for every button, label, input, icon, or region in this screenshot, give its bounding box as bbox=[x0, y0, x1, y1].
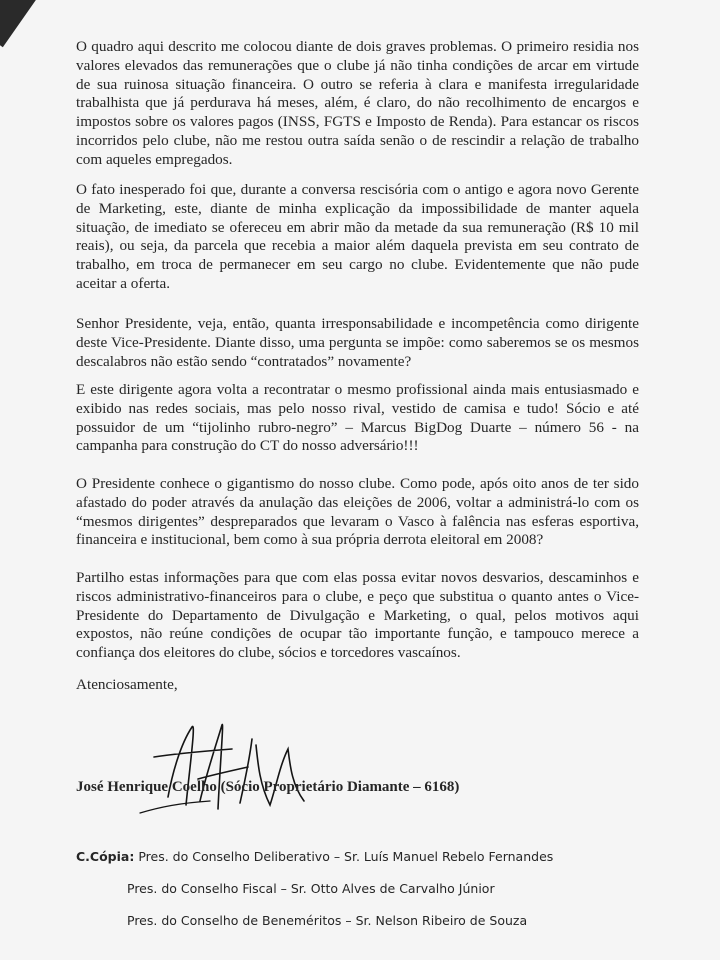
page-corner-shadow bbox=[0, 0, 37, 47]
carbon-copy-line-3 bbox=[127, 913, 527, 928]
paragraph-request: Partilho estas informações para que com elas possa evitar novos desvarios, descaminhos e riscos administrativo-financeiros para o clube, e peço que substitua o quanto antes o Vice-Presidente do Departamento de Divulgação e Marketing, o qual, pelos motivos aqui expostos, não reúne condições de ocupar tão importante função, e tampouco merece a confiança dos eleitores do clube, sócios e torcedores vascaínos. bbox=[76, 569, 639, 662]
paragraph-irresponsibility: Senhor Presidente, veja, então, quanta irresponsabilidade e incompetência como dirigente deste Vice-Presidente. Diante disso, uma pergunta se impõe: como saberemos se os mesmos descalabros não estão sendo “contratados” novamente? bbox=[76, 315, 639, 370]
signer-name: José Henrique Coelho (Sócio Proprietário Diamante – 6168) bbox=[76, 779, 460, 795]
carbon-copy-recipient: Pres. do Conselho Fiscal – Sr. Otto Alves de Carvalho Júnior bbox=[127, 881, 495, 896]
carbon-copy-recipient: Pres. do Conselho Deliberativo – Sr. Luís Manuel Rebelo Fernandes bbox=[138, 849, 554, 864]
paragraph-problems: O quadro aqui descrito me colocou diante de dois graves problemas. O primeiro residia nos valores elevados das remunerações que o clube já não tinha condições de arcar em virtude de sua ruinosa situação financeira. O outro se referia à clara e manifesta irregularidade trabalhista que já perdurava há meses, além, é claro, do não recolhimento de encargos e impostos sobre os valores pagos (INSS, FGTS e Imposto de Renda). Para estancar os riscos incorridos pelo clube, não me restou outra saída senão o de rescindir a relação de trabalho com aqueles empregados. bbox=[76, 38, 639, 168]
paragraph-unexpected-fact: O fato inesperado foi que, durante a conversa rescisória com o antigo e agora novo Gerente de Marketing, este, diante de minha explicação da impossibilidade de manter aquela situação, de imediato se ofereceu em abrir mão da metade da sua remuneração (R$ 10 mil reais), ou seja, da parcela que recebia a maior além daquela prevista em seu contrato de trabalho, em troca de permanecer em seu cargo no clube. Evidentemente que não pude aceitar a oferta. bbox=[76, 181, 639, 292]
paragraph-club-history: O Presidente conhece o gigantismo do nosso clube. Como pode, após oito anos de ter sido afastado do poder através da anulação das eleições de 2006, voltar a administrá-lo com os “mesmos dirigentes” despreparados que levaram o Vasco à falência nas esferas esportiva, financeira e institucional, bem como à sua própria derrota eleitoral em 2008? bbox=[76, 475, 639, 549]
carbon-copy-line-1 bbox=[76, 849, 553, 864]
carbon-copy-label: C.Cópia: bbox=[76, 849, 135, 864]
closing-salutation: Atenciosamente, bbox=[76, 676, 178, 693]
carbon-copy-recipient: Pres. do Conselho de Beneméritos – Sr. Nelson Ribeiro de Souza bbox=[127, 913, 528, 928]
paragraph-rehire: E este dirigente agora volta a recontratar o mesmo profissional ainda mais entusiasmado e exibido nas redes sociais, mas pelo nosso rival, vestido de camisa e tudo! Sócio e até possuidor de um “tijolinho rubro-negro” – Marcus BigDog Duarte – número 56 - na campanha para construção do CT do nosso adversário!!! bbox=[76, 381, 639, 455]
handwritten-signature bbox=[120, 705, 320, 820]
carbon-copy-line-2 bbox=[127, 881, 495, 896]
